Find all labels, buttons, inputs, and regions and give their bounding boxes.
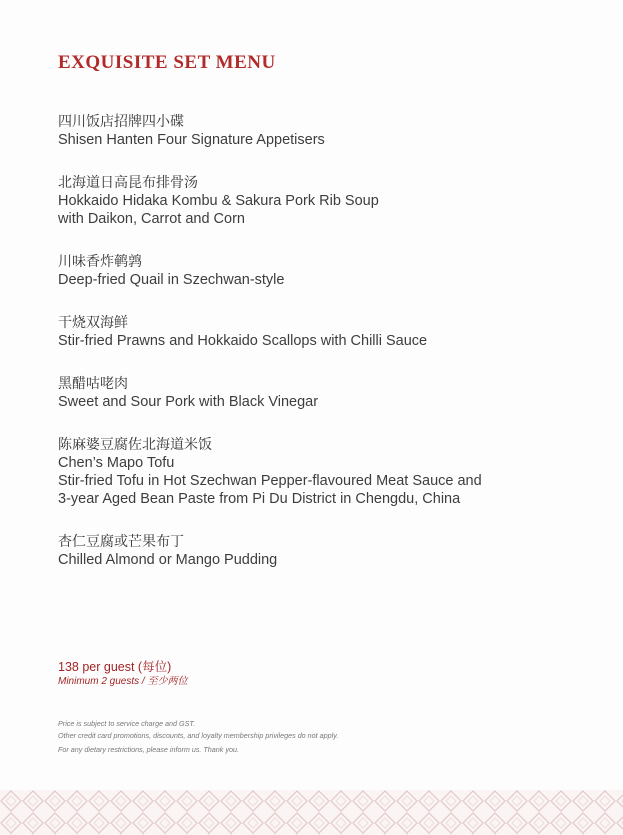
course-item [58, 253, 578, 289]
course-item [58, 533, 578, 569]
course-description: with Daikon, Carrot and Corn [58, 211, 245, 227]
fine-print-line: Price is subject to service charge and GST. [58, 719, 196, 728]
course-name-en: Chilled Almond or Mango Pudding [58, 552, 278, 568]
course-name-zh: 杏仁豆腐或芒果布丁 [58, 534, 184, 550]
course-item [58, 436, 578, 508]
course-item [58, 314, 578, 350]
course-name-zh: 陈麻婆豆腐佐北海道米饭 [58, 437, 212, 453]
course-name-zh: 干烧双海鲜 [58, 315, 128, 331]
fine-print-line: For any dietary restrictions, please inform us. Thank you. [58, 745, 239, 754]
course-item [58, 375, 578, 411]
course-item [58, 174, 578, 228]
fine-print [58, 718, 338, 756]
fine-print-line: Other credit card promotions, discounts, and loyalty membership privileges do not apply. [58, 731, 339, 740]
course-name-en: Sweet and Sour Pork with Black Vinegar [58, 394, 319, 410]
minimum-guests: Minimum 2 guests / 至少两位 [58, 676, 188, 687]
price-per-guest: 138 per guest (每位) [58, 660, 172, 674]
course-description: 3-year Aged Bean Paste from Pi Du District in Chengdu, China [58, 491, 461, 507]
course-name-zh: 川味香炸鹌鹑 [58, 254, 142, 270]
course-name-en: Stir-fried Prawns and Hokkaido Scallops with Chilli Sauce [58, 333, 428, 349]
course-description: Stir-fried Tofu in Hot Szechwan Pepper-flavoured Meat Sauce and [58, 473, 482, 489]
course-name-zh: 黑醋咕咾肉 [58, 376, 128, 392]
course-name-zh: 四川饭店招牌四小碟 [58, 114, 184, 130]
course-name-en: Deep-fried Quail in Szechwan-style [58, 272, 285, 288]
decorative-lattice-pattern [0, 790, 623, 835]
course-list [58, 113, 578, 594]
course-name-en: Shisen Hanten Four Signature Appetisers [58, 132, 325, 148]
course-name-en: Hokkaido Hidaka Kombu & Sakura Pork Rib Soup [58, 193, 379, 209]
course-name-zh: 北海道日高昆布排骨汤 [58, 175, 198, 191]
price-block [58, 659, 187, 689]
course-name-en: Chen’s Mapo Tofu [58, 455, 175, 471]
course-item [58, 113, 578, 149]
menu-title: EXQUISITE SET MENU [58, 52, 276, 73]
